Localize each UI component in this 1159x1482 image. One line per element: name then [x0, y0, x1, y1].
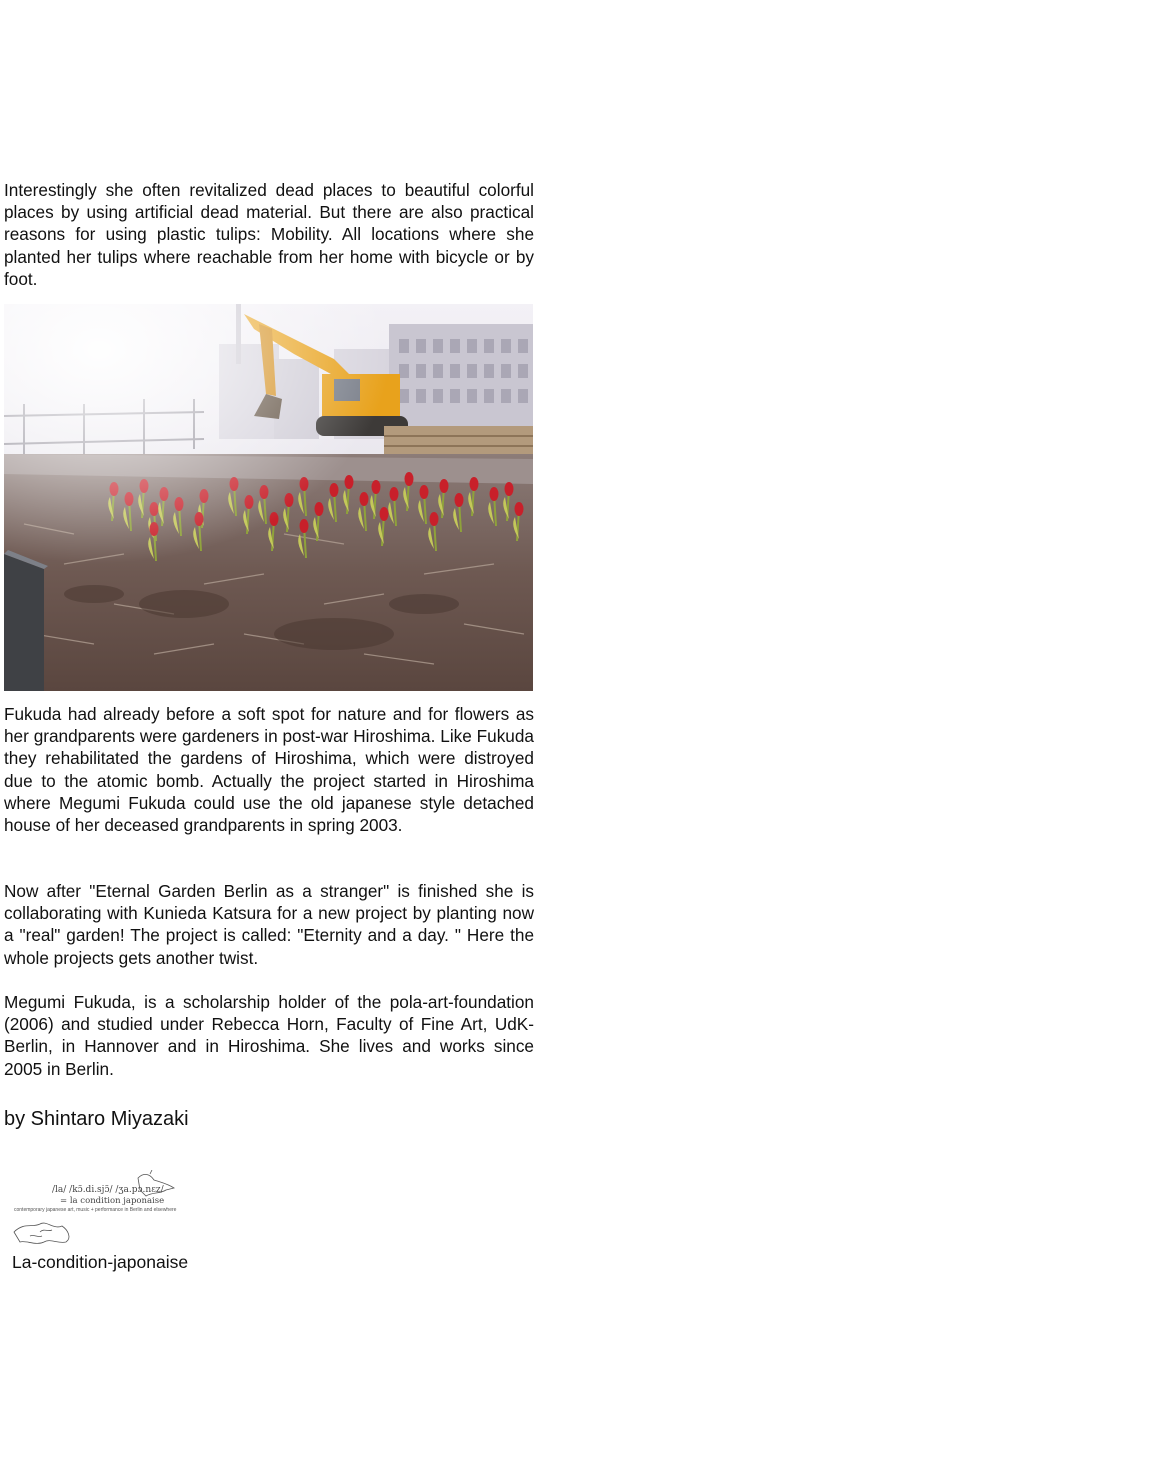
- logo-name: = la condition japonaise: [60, 1196, 165, 1206]
- paragraph-mobility: Interestingly she often revitalized dead places to beautiful colorful places by using artificial dead material. But there are also practical reasons for using plastic tulips: Mobility. All locations where she planted her tulips where reachable from her home with bicycle or by foot.: [4, 180, 534, 289]
- photo-tulip-garden-illustration: [4, 304, 533, 691]
- logo-tagline: contemporary japanese art, music + performance in Berlin and elsewhere: [14, 1207, 177, 1213]
- paragraph-hiroshima: Fukuda had already before a soft spot for nature and for flowers as her grandparents were gardeners in post-war Hiroshima. Like Fukuda they rehabilitated the gardens of Hiroshima, which were distroyed due to the atomic bomb. Actually the project started in Hiroshima where Megumi Fukuda could use the old japanese style detached house of her deceased grandparents in spring 2003.: [4, 704, 534, 836]
- la-condition-japonaise-logo: [10, 1170, 200, 1248]
- logo-phonetic: /la/ /kɔ̃.di.sjɔ̃/ /ʒa.pɔ.nɛz/: [52, 1185, 164, 1195]
- logo-graphic: [10, 1170, 200, 1248]
- photo-tulip-garden-construction-site: [4, 304, 533, 691]
- logo-caption: La-condition-japonaise: [12, 1252, 189, 1272]
- paragraph-new-project: Now after "Eternal Garden Berlin as a stranger" is finished she is collaborating with Kunieda Katsura for a new project by planting now a "real" garden! The project is called: "Eternity and a day. " Here the whole projects gets another twist.: [4, 881, 534, 968]
- author-byline: by Shintaro Miyazaki: [4, 1108, 189, 1130]
- paragraph-biography: Megumi Fukuda, is a scholarship holder of the pola-art-foundation (2006) and studied under Rebecca Horn, Faculty of Fine Art, UdK-Berlin, in Hannover and in Hiroshima. She lives and works since 2005 in Berlin.: [4, 992, 534, 1079]
